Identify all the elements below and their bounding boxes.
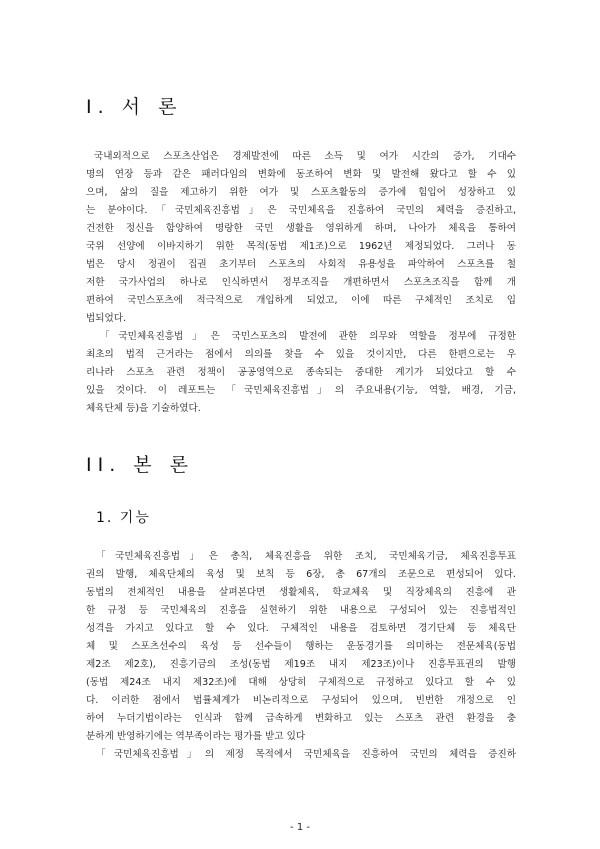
section-heading-main-body: II. 본 론 bbox=[86, 454, 195, 476]
paragraph-line: 법되었다. bbox=[86, 313, 127, 324]
paragraph-line: 하여 누더기법이라는 인식과 함께 급속하게 변화하고 있는 스포츠 관련 환경을 충 bbox=[86, 713, 516, 724]
paragraph-line: 「국민체육진흥법」은 국민스포츠의 발전에 관한 의무와 역할을 정부에 규정한 bbox=[100, 331, 516, 342]
paragraph-line: 명의 연장 등과 같은 패러다임의 변화에 동조하여 변화 및 발전해 왔다고 할 수 있 bbox=[86, 169, 516, 180]
page-number: - 1 - bbox=[290, 822, 310, 833]
paragraph-line: 있을 것이다. 이 레포트는 「국민체육진흥법」의 주요내용(기능, 역할, 배경, 기금, bbox=[86, 385, 516, 396]
paragraph-line: 법은 당시 정권이 집권 초기부터 스포츠의 사회적 유용성을 파악하여 스포츠를 철 bbox=[86, 259, 516, 270]
paragraph-line: 편하여 국민스포츠에 적극적으로 개입하게 되었고, 이에 따른 구체적인 조치로 입 bbox=[86, 295, 516, 306]
paragraph-line: 저한 국가사업의 하나로 인식하면서 정부조직을 개편하면서 스포츠조직을 함께 개 bbox=[86, 277, 516, 288]
paragraph-line: 건전한 정신을 함양하여 명랑한 국민 생활을 영위하게 하며, 나아가 체육을 통하여 bbox=[86, 223, 516, 234]
paragraph-line: 국위 선양에 이바지하기 위한 목적(동법 제1조)으로 1962년 제정되었다. 그러나 동 bbox=[86, 241, 516, 252]
paragraph-line: 동법의 전체적인 내용을 살펴본다면 생활체육, 학교체육 및 직장체육의 진흥에 관 bbox=[86, 587, 516, 598]
paragraph-line: 분하게 반영하기에는 역부족이라는 평가를 받고 있다 bbox=[86, 731, 306, 742]
paragraph-line: (동법 제24조 내지 제32조)에 대해 상당히 구체적으로 규정하고 있다고 할 수 있 bbox=[86, 677, 516, 688]
paragraph-line: 리나라 스포츠 관련 정책이 공공영역으로 종속되는 중대한 계기가 되었다고 할 수 bbox=[86, 367, 516, 378]
paragraph-line: 체육단체 등)을 기술하였다. bbox=[86, 403, 201, 414]
section-heading-introduction: I. 서 론 bbox=[86, 96, 183, 118]
paragraph-line: 「국민체육진흥법」의 제정 목적에서 국민체육을 진흥하여 국민의 체력을 증진하 bbox=[96, 749, 516, 760]
paragraph-line: 다. 이러한 점에서 법률체계가 비논리적으로 구성되어 있으며, 빈번한 개정으로 인 bbox=[86, 695, 516, 706]
paragraph-line: 체 및 스포츠선수의 육성 등 선수들이 행하는 운동경기를 의미하는 전문체육(동법 bbox=[86, 641, 516, 652]
paragraph-line: 성격을 가지고 있다고 할 수 있다. 구체적인 내용을 검토하면 경기단체 등 체육단 bbox=[86, 623, 516, 634]
paragraph-line: 최초의 법적 근거라는 점에서 의의를 찾을 수 있을 것이지만, 다른 한편으로는 우 bbox=[86, 349, 516, 360]
paragraph-line: 권의 발행, 체육단체의 육성 및 보칙 등 6장, 총 67개의 조문으로 편성되어 있다. bbox=[86, 569, 516, 580]
paragraph-line: 「국민체육진흥법」은 총칙, 체육진흥을 위한 조치, 국민체육기금, 체육진흥투표 bbox=[96, 551, 516, 562]
paragraph-line: 한 규정 등 국민체육의 진흥을 실현하기 위한 내용으로 구성되어 있는 진흥법적인 bbox=[86, 605, 516, 616]
paragraph-line: 는 분야이다.「국민체육진흥법」은 국민체육을 진흥하여 국민의 체력을 증진하고, bbox=[86, 205, 516, 216]
paragraph-line: 국내외적으로 스포츠산업은 경제발전에 따른 소득 및 여가 시간의 증가, 기대수 bbox=[94, 151, 516, 162]
subsection-heading-function: 1. 기능 bbox=[96, 510, 151, 526]
paragraph-line: 으며, 삶의 질을 제고하기 위한 여가 및 스포츠활동의 증가에 힘입어 성장하고 있 bbox=[86, 187, 516, 198]
paragraph-line: 제2조 제2호), 진흥기금의 조성(동법 제19조 내지 제23조)이나 진흥투표권의 발행 bbox=[86, 659, 516, 670]
